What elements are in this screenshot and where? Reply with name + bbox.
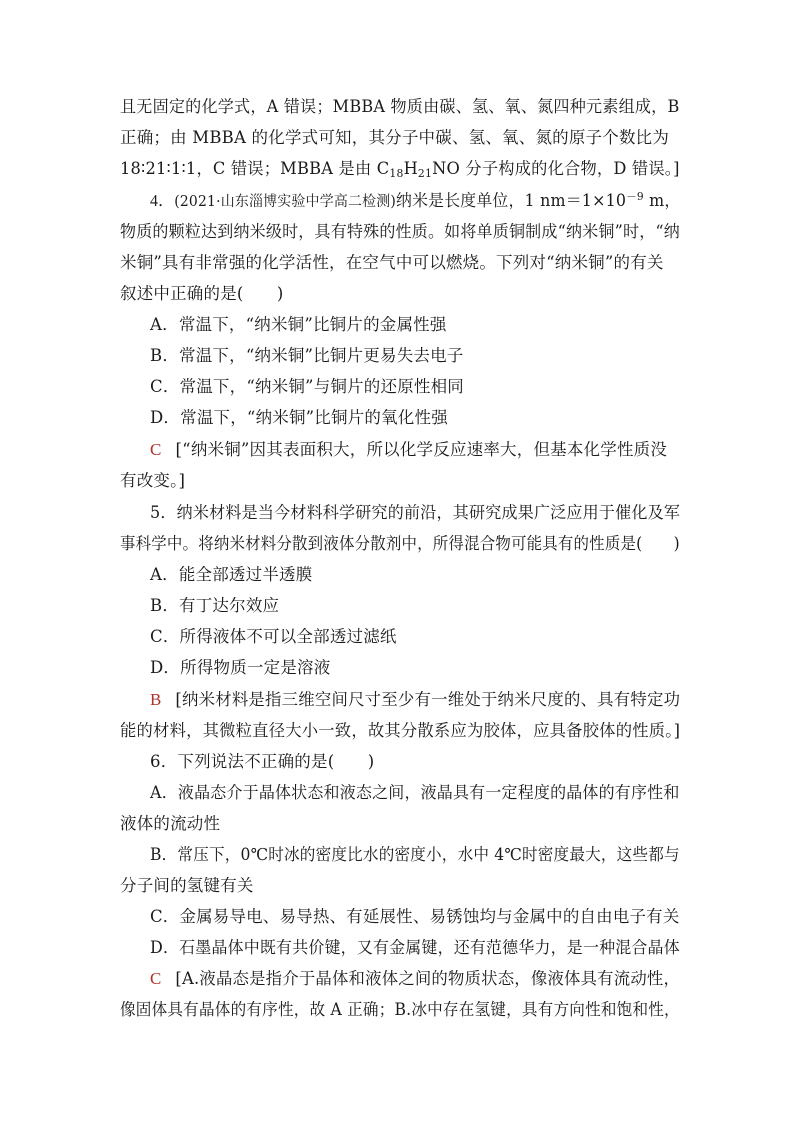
subscript: 18 — [389, 167, 404, 180]
question-4-explanation-line-2: 有改变。] — [120, 471, 186, 490]
question-5-option-c: C．所得液体不可以全部透过滤纸 — [150, 627, 397, 646]
question-5-option-a: A．能全部透过半透膜 — [150, 565, 313, 584]
question-4-stem-line-4: 叙述中正确的是( ) — [120, 284, 284, 303]
answer-letter: B — [150, 690, 162, 709]
question-5-option-d: D．所得物质一定是溶液 — [150, 658, 331, 677]
question-number: 4． — [150, 191, 175, 210]
question-5-stem-line-1: 5．纳米材料是当今材料科学研究的前沿，其研究成果广泛应用于催化及军 — [150, 503, 681, 522]
question-6-option-a-line-1: A．液晶态介于晶体状态和液态之间，液晶具有一定程度的晶体的有序性和 — [150, 783, 680, 802]
question-6-option-b-line-1: B．常压下，0℃时冰的密度比水的密度小，水中 4℃时密度最大，这些都与 — [150, 845, 680, 864]
question-4-stem-line-2: 物质的颗粒达到纳米级时，具有特殊的性质。如将单质铜制成“纳米铜”时，“纳 — [120, 222, 680, 241]
answer-letter: C — [150, 969, 162, 988]
question-6-explanation-line-1 — [150, 968, 681, 990]
prev-explanation-line-1: 且无固定的化学式，A 错误；MBBA 物质由碳、氢、氧、氮四种元素组成，B — [120, 97, 680, 116]
prev-explanation-line-2: 正确；由 MBBA 的化学式可知，其分子中碳、氢、氧、氮的原子个数比为 — [120, 128, 670, 147]
text-segment: m， — [643, 191, 681, 210]
question-6-option-a-line-2: 液体的流动性 — [120, 814, 221, 833]
question-4-option-c: C．常温下，“纳米铜”与铜片的还原性相同 — [150, 377, 464, 396]
question-6-option-c: C．金属易导电、易导热、有延展性、易锈蚀均与金属中的自由电子有关 — [150, 907, 680, 926]
question-5-explanation-line-2: 能的材料，其微粒直径大小一致，故其分散系应为胶体，应具备胶体的性质。] — [120, 721, 681, 740]
question-6-explanation-line-2: 像固体具有晶体的有序性，故 A 正确；B.冰中存在氢键，具有方向性和饱和性， — [120, 1000, 680, 1019]
question-5-option-b: B．有丁达尔效应 — [150, 596, 280, 615]
question-6-option-d: D．石墨晶体中既有共价键，又有金属键，还有范德华力，是一种混合晶体 — [150, 938, 680, 957]
text-segment: 18∶21∶1∶1，C 错误；MBBA 是由 C — [120, 159, 390, 178]
question-4-stem-line-1 — [150, 190, 681, 213]
text-segment: 纳米是长度单位，1 nm＝1×10 — [396, 191, 627, 210]
question-5-stem-line-2: 事科学中。将纳米材料分散到液体分散剂中，所得混合物可能具有的性质是( ) — [120, 534, 680, 553]
superscript: －9 — [626, 190, 644, 203]
question-5-explanation-line-1 — [150, 689, 681, 711]
question-6-option-b-line-2: 分子间的氢键有关 — [120, 876, 254, 895]
explanation-text: [纳米材料是指三维空间尺寸至少有一维处于纳米尺度的、具有特定功 — [175, 690, 681, 709]
question-4-stem-line-3: 米铜”具有非常强的化学活性，在空气中可以燃烧。下列对“纳米铜”的有关 — [120, 253, 664, 272]
explanation-text: [“纳米铜”因其表面积大，所以化学反应速率大，但基本化学性质没 — [175, 440, 668, 459]
question-source: (2021·山东淄博实验中学高二检测) — [174, 194, 397, 210]
text-segment: H — [403, 159, 418, 178]
question-4-explanation-line-1 — [150, 439, 680, 461]
prev-explanation-line-3 — [120, 158, 680, 180]
question-4-option-d: D．常温下，“纳米铜”比铜片的氧化性强 — [150, 408, 448, 427]
question-4-option-b: B．常温下，“纳米铜”比铜片更易失去电子 — [150, 346, 464, 365]
explanation-text: [A.液晶态是指介于晶体和液体之间的物质状态，像液体具有流动性， — [175, 969, 681, 988]
subscript: 21 — [417, 167, 433, 180]
question-4-option-a: A．常温下，“纳米铜”比铜片的金属性强 — [150, 315, 447, 334]
text-segment: NO 分子构成的化合物，D 错误。] — [432, 159, 680, 178]
answer-letter: C — [150, 440, 162, 459]
question-6-stem: 6．下列说法不正确的是( ) — [150, 752, 375, 771]
